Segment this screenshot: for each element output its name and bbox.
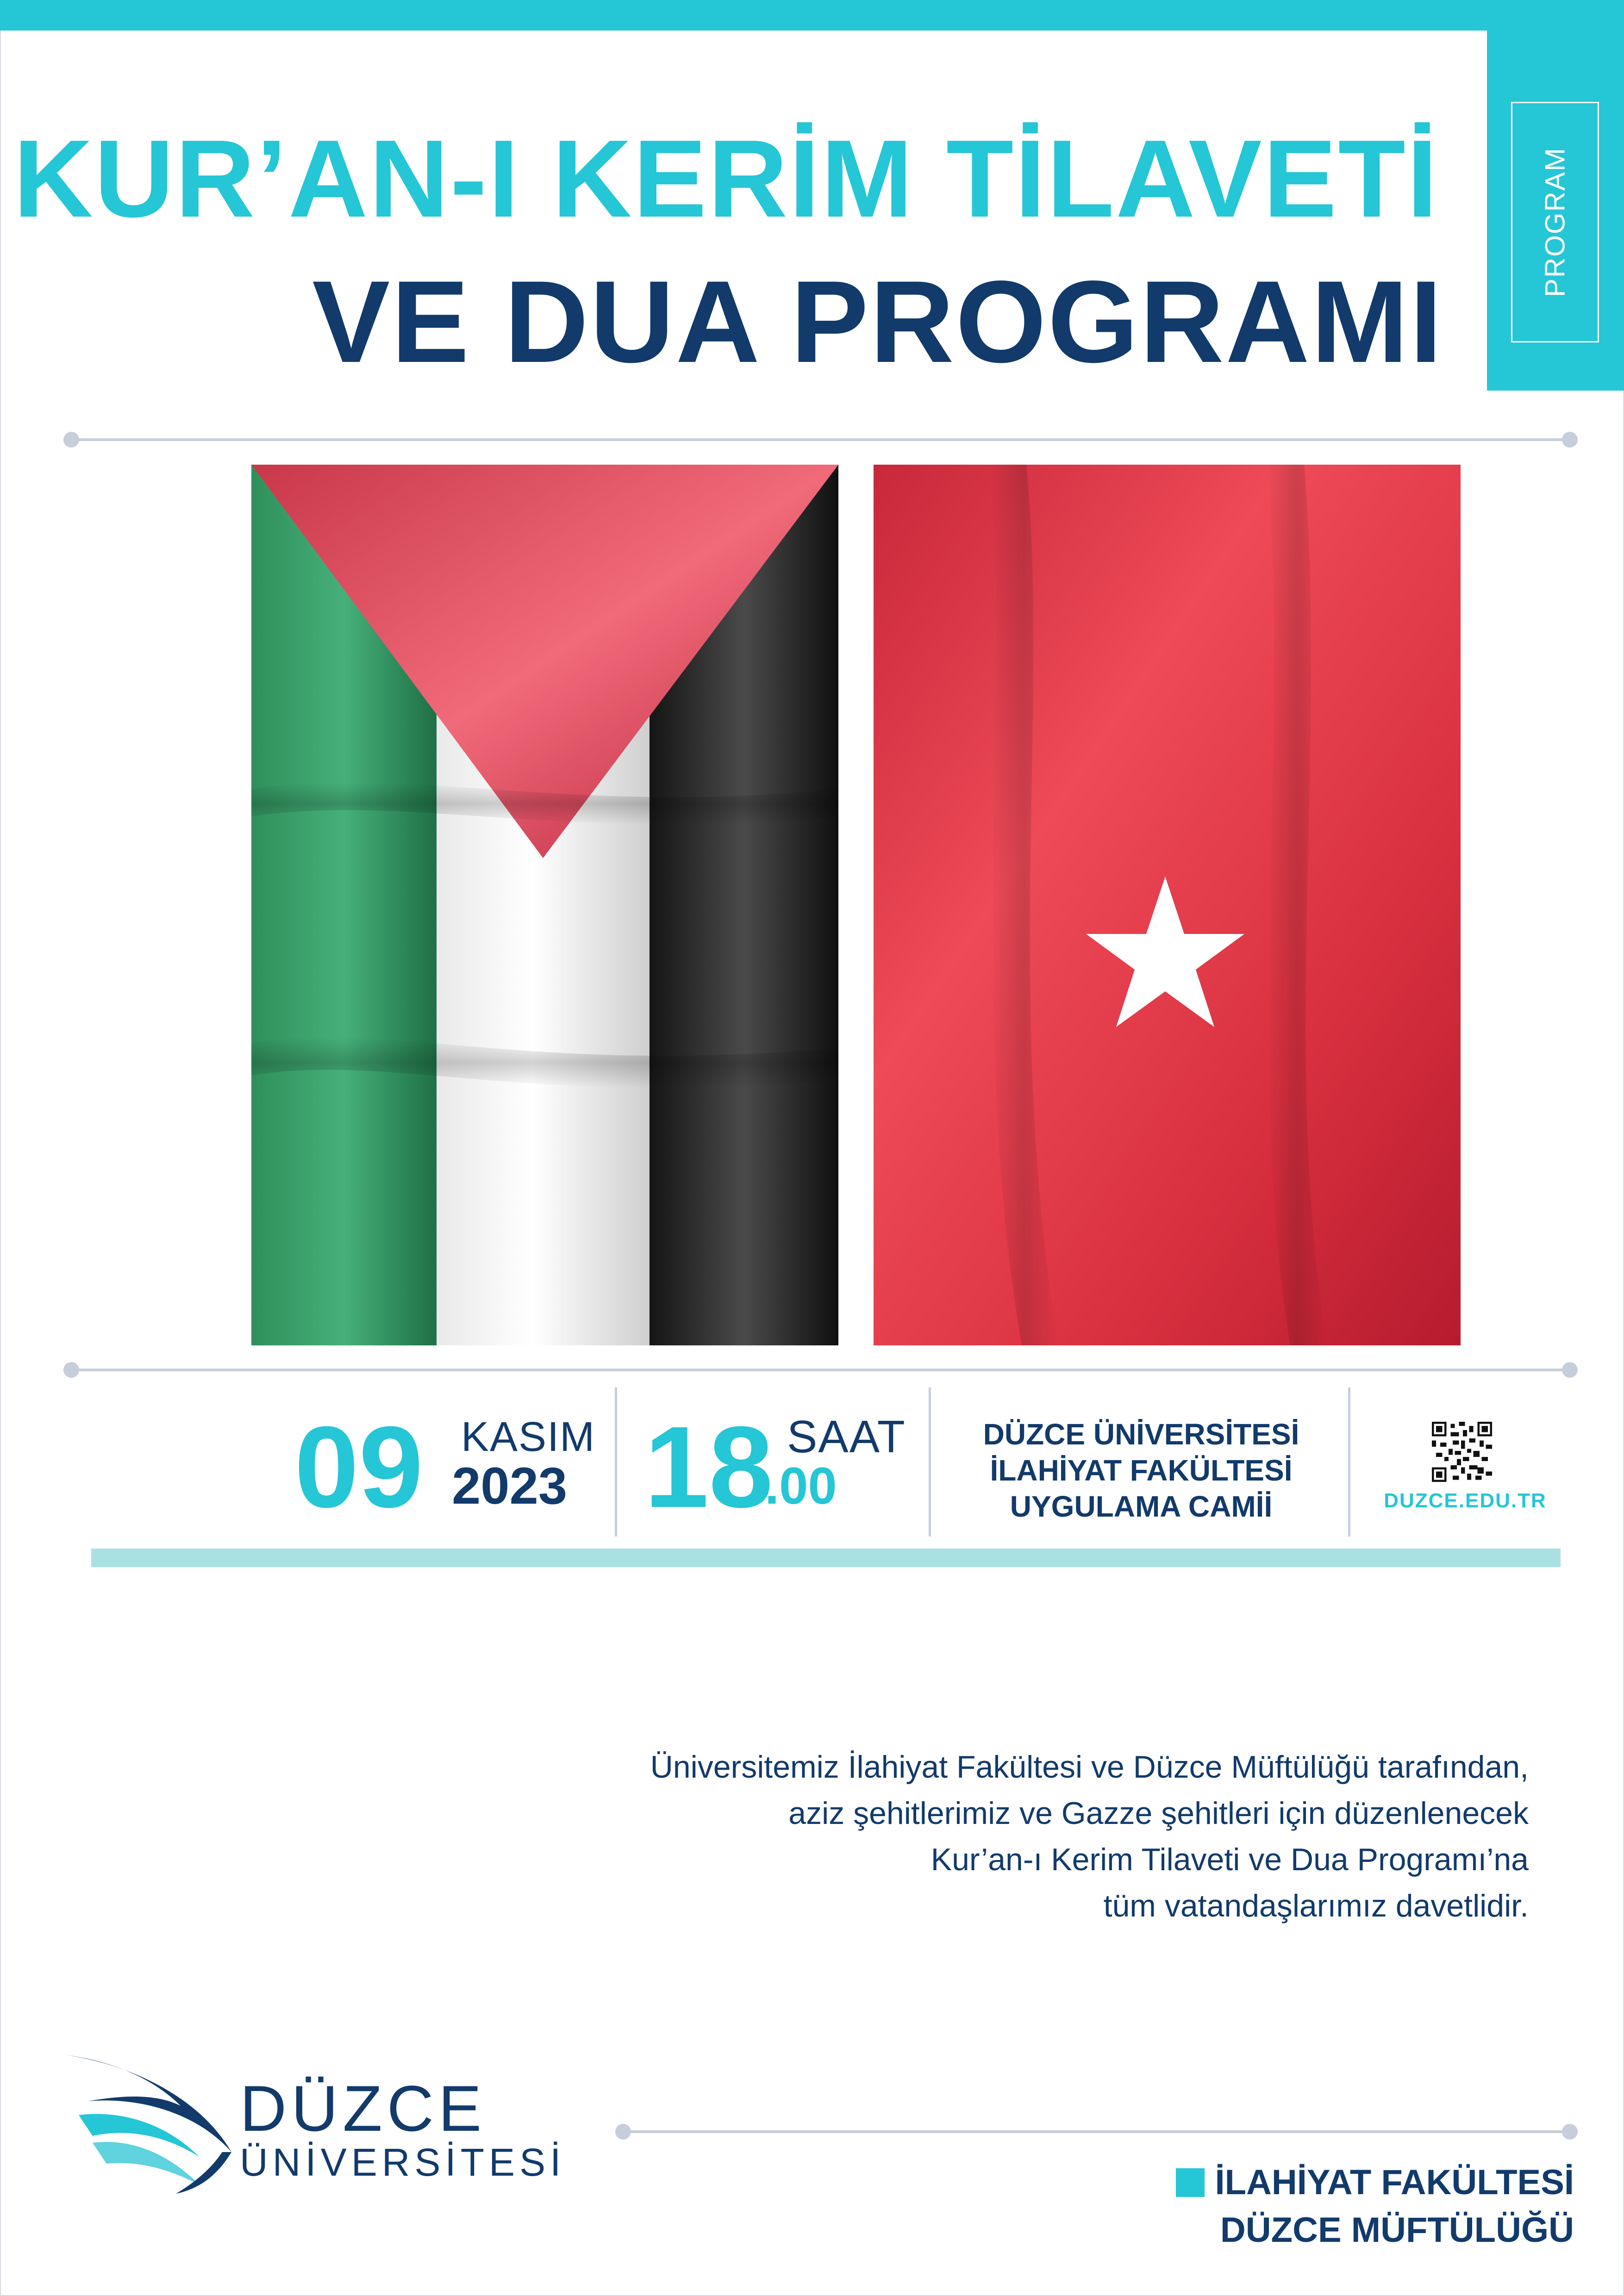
footer-org-2: DÜZCE MÜFTÜLÜĞÜ [1220, 2210, 1574, 2250]
event-venue [931, 1416, 1352, 1524]
divider-top-left-dot [63, 432, 79, 448]
side-tab [1487, 31, 1624, 391]
info-bottom-band [91, 1549, 1561, 1567]
turkey-flag-image [874, 465, 1461, 1345]
event-info-row [0, 1384, 1624, 1541]
duzce-university-logo [60, 2046, 597, 2212]
footer-org-1: İLAHİYAT FAKÜLTESİ [1215, 2163, 1574, 2202]
divider-footer-left-dot [615, 2124, 631, 2140]
qr-code-icon[interactable] [1432, 1422, 1492, 1482]
side-tab-box [1511, 102, 1599, 342]
invitation-line-4: tüm vatandaşlarımız davetlidir. [1103, 1888, 1529, 1923]
invitation-line-1: Üniversitemiz İlahiyat Fakültesi ve Düzce Müftülüğü tarafından, [650, 1749, 1529, 1785]
info-separator-3 [1348, 1388, 1350, 1537]
event-minute: .00 [765, 1457, 837, 1515]
invitation-text [418, 1744, 1529, 1929]
divider-footer [623, 2130, 1569, 2133]
invitation-line-3: Kur’an-ı Kerim Tilaveti ve Dua Programı’na [931, 1842, 1529, 1877]
website-link[interactable]: DUZCE.EDU.TR [1384, 1489, 1547, 1512]
invitation-line-2: aziz şehitlerimiz ve Gazze şehitleri için düzenlenecek [788, 1796, 1529, 1831]
venue-line-1: DÜZCE ÜNİVERSİTESİ [983, 1418, 1299, 1451]
side-tab-label: PROGRAM [1539, 147, 1571, 298]
venue-line-2: İLAHİYAT FAKÜLTESİ [990, 1454, 1293, 1487]
event-day: 09 [294, 1402, 424, 1531]
university-emblem-icon [60, 2046, 236, 2194]
venue-line-3: UYGULAMA CAMİİ [1010, 1490, 1273, 1523]
divider-top-right-dot [1562, 432, 1578, 448]
title-line-2: VE DUA PROGRAMI [312, 257, 1443, 387]
divider-middle-left-dot [63, 1362, 79, 1378]
event-month: KASIM [461, 1414, 596, 1460]
event-hour: 18 [644, 1402, 774, 1531]
divider-middle-right-dot [1562, 1362, 1578, 1378]
footer-bullet-square [1176, 2168, 1205, 2197]
logo-text-line-2: ÜNİVERSİTESİ [240, 2140, 566, 2184]
divider-top [71, 438, 1570, 441]
event-year: 2023 [452, 1457, 568, 1515]
palestine-flag-image [251, 465, 838, 1345]
event-time-label: SAAT [787, 1411, 906, 1462]
info-separator-1 [615, 1388, 617, 1537]
logo-text-line-1: DÜZCE [240, 2072, 487, 2145]
divider-footer-right-dot [1562, 2124, 1578, 2140]
title-line-1: KUR’AN-I KERİM TİLAVETİ [13, 118, 1439, 240]
divider-middle [71, 1369, 1570, 1371]
top-accent-bar [0, 0, 1624, 31]
